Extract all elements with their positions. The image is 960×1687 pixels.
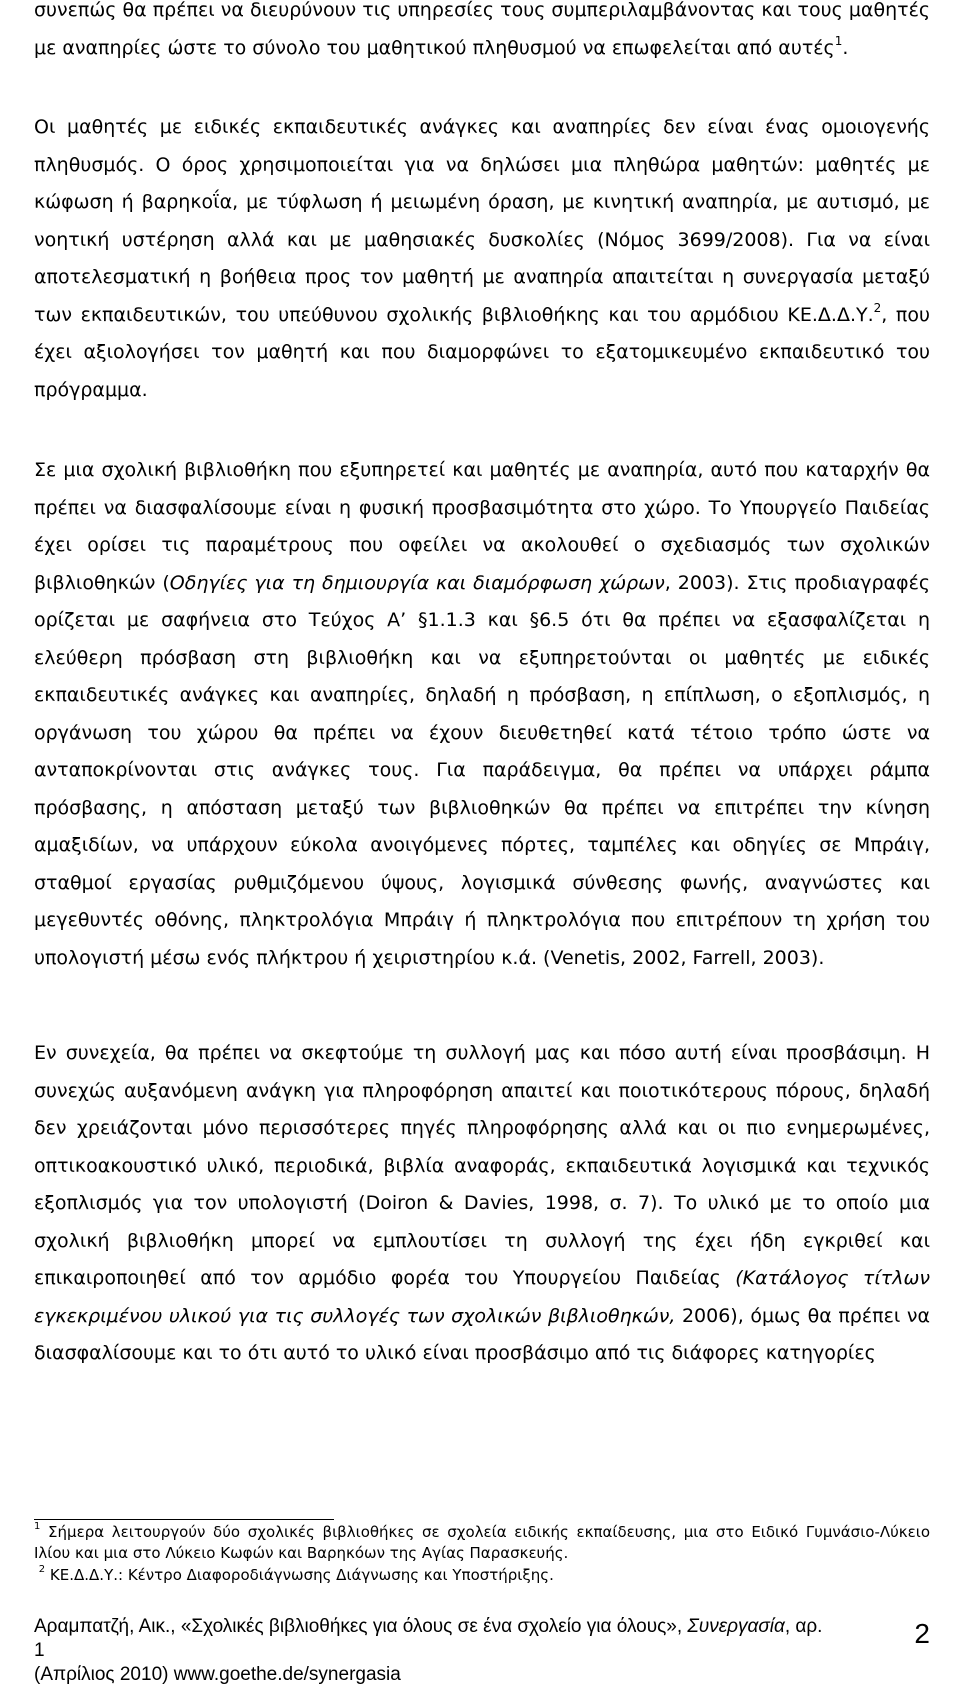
footer-line-2: (Απρίλιος 2010) www.goethe.de/synergasia (34, 1664, 401, 1685)
footnote-ref-1[interactable]: 1 (834, 34, 843, 49)
footnote-marker: 1 (34, 1521, 41, 1532)
footnote-marker: 2 (38, 1564, 46, 1575)
journal-name: Συνεργασία (687, 1616, 785, 1637)
italic-catalogue-title: (Κατάλογος τίτλων εγκεκριμένου υλικού για τις συλλογές των σχολικών βιβλιοθηκών, (34, 1267, 930, 1327)
paragraph-collection-accessibility: Εν συνεχεία, θα πρέπει να σκεφτούμε τη συλλογή μας και πόσο αυτή είναι προσβάσιμη. Η συνεχώς αυξανόμενη ανάγκη για πληροφόρηση απαιτεί και ποιοτικότερους πόρους, δηλαδή δεν χρειάζονται μόνο περισσότερες πηγές πληροφόρησης αλλά και οι πιο ενημερωμένες, οπτικοακουστικό υλικό, περιοδικά, βιβλία αναφοράς, εκπαιδευτικά λογισμικά και τεχνικός εξοπλισμός για τον υπολογιστή (Doiron & Davies, 1998, σ. 7). Το υλικό με το οποίο μια σχολική βιβλιοθήκη μπορεί να εμπλουτίσει τη συλλογή της έχει ήδη εγκριθεί και επικαιροποιηθεί από τον αρμόδιο φορέα του Υπουργείου Παιδείας (Κατάλογος τίτλων εγκεκριμένου υλικού για τις συλλογές των σχολικών βιβλιοθηκών, 2006), όμως θα πρέπει να διασφαλίσουμε και το ότι αυτό το υλικό είναι προσβάσιμο από τις διάφορες κατηγορίες (34, 1042, 930, 1364)
italic-guidelines-title: Οδηγίες για τη δημιουργία και διαμόρφωση χώρων (169, 571, 665, 594)
footnote-ref-2[interactable]: 2 (873, 301, 882, 316)
paragraph-continuation: συνεπώς θα πρέπει να διευρύνουν τις υπηρεσίες τους συμπεριλαμβάνοντας και τους μαθητές με αναπηρίες ώστε το σύνολο του μαθητικού πληθυσμού να επωφελείται από αυτές$^1$. (34, 0, 930, 59)
footer-line-1: Αραμπατζή, Αικ., «Σχολικές βιβλιοθήκες για όλους σε ένα σχολείο για όλους», Συνεργασία, αρ. 1 (34, 1616, 823, 1661)
paragraph-student-diversity: Οι μαθητές με ειδικές εκπαιδευτικές ανάγκες και αναπηρίες δεν είναι ένας ομοιογενής πληθυσμός. Ο όρος χρησιμοποιείται για να δηλώσει μια πληθώρα μαθητών: μαθητές με κώφωση ή βαρηκοΐα, με τύφλωση ή μειωμένη όραση, με κινητική αναπηρία, με αυτισμό, με νοητική υστέρηση αλλά και με μαθησιακές δυσκολίες (Νόμος 3699/2008). Για να είναι αποτελεσματική η βοήθεια προς τον μαθητή με αναπηρία απαιτείται η συνεργασία μεταξύ των εκπαιδευτικών, του υπεύθυνου σχολικής βιβλιοθήκης και του αρμόδιου ΚΕ.Δ.Δ.Υ.$^2$, που έχει αξιολογήσει τον μαθητή και που διαμορφώνει το εξατομικευμένο εκπαιδευτικό του πρόγραμμα. (34, 116, 930, 401)
page-number: 2 (914, 1618, 930, 1649)
footnote-2: $^2$ ΚΕ.Δ.Δ.Υ.: Κέντρο Διαφοροδιάγνωσης Διάγνωσης και Υποστήριξης. (38, 1564, 554, 1584)
page-footer-citation (34, 1615, 834, 1687)
footnote-1: $^1$ Σήμερα λειτουργούν δύο σχολικές βιβλιοθήκες σε σχολεία ειδικής εκπαίδευσης, μια στο Ειδικό Γυμνάσιο-Λύκειο Ιλίου και μια στο Λύκειο Κωφών και Βαρηκόων της Αγίας Παρασκευής. (34, 1521, 930, 1562)
paragraph-physical-accessibility: Σε μια σχολική βιβλιοθήκη που εξυπηρετεί και μαθητές με αναπηρία, αυτό που καταρχήν θα πρέπει να διασφαλίσουμε είναι η φυσική προσβασιμότητα στο χώρο. Το Υπουργείο Παιδείας έχει ορίσει τις παραμέτρους που οφείλει να ακολουθεί ο σχεδιασμός των σχολικών βιβλιοθηκών (Οδηγίες για τη δημιουργία και διαμόρφωση χώρων, 2003). Στις προδιαγραφές ορίζεται με σαφήνεια στο Τεύχος Α’ §1.1.3 και §6.5 ότι θα πρέπει να εξασφαλίζεται η ελεύθερη πρόσβαση στη βιβλιοθήκη και να εξυπηρετούνται οι μαθητές με ειδικές εκπαιδευτικές ανάγκες και αναπηρίες, δηλαδή η πρόσβαση, η επίπλωση, ο εξοπλισμός, η οργάνωση του χώρου θα πρέπει να έχουν διευθετηθεί κατά τέτοιο τρόπο ώστε να ανταποκρίνονται στις ανάγκες τους. Για παράδειγμα, θα πρέπει να υπάρχει ράμπα πρόσβασης, η απόσταση μεταξύ των βιβλιοθηκών θα πρέπει να επιτρέπει την κίνηση αμαξιδίων, να υπάρχουν εύκολα ανοιγόμενες πόρτες, ταμπέλες και οδηγίες σε Μπράιγ, σταθμοί εργασίας ρυθμιζόμενου ύψους, λογισμικά σύνθεσης φωνής, αναγνώστες και μεγεθυντές οθόνης, πληκτρολόγια Μπράιγ ή πληκτρολόγια που επιτρέπουν τη χρήση του υπολογιστή μέσω ενός πλήκτρου ή χειριστηρίου κ.ά. (Venetis, 2002, Farrell, 2003). (34, 459, 930, 969)
footnote-divider (34, 1519, 334, 1520)
